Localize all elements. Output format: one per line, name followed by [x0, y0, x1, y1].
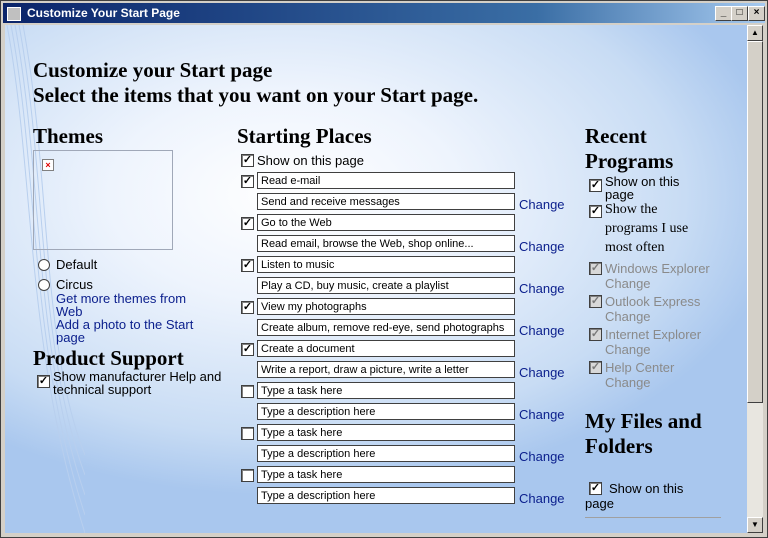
windows-explorer-change: Change: [605, 276, 651, 291]
section-divider: [585, 517, 721, 518]
recent-programs-heading-1: Recent: [585, 124, 647, 148]
recent-programs-label-2: programs I use: [605, 221, 689, 236]
task-4-change-link[interactable]: Change: [519, 323, 565, 338]
task-6-description[interactable]: Type a description here: [257, 403, 515, 420]
theme-default-label: Default: [56, 257, 98, 272]
task-7-change-link[interactable]: Change: [519, 449, 565, 464]
help-center-label: Help Center: [605, 360, 675, 375]
outlook-express-label: Outlook Express: [605, 294, 701, 309]
task-2-checkbox[interactable]: ✓: [242, 217, 253, 229]
recent-show-checkbox[interactable]: ✓: [590, 179, 601, 191]
windows-explorer-checkbox: ✓: [590, 262, 601, 274]
task-4-checkbox[interactable]: ✓: [242, 301, 253, 313]
help-center-change: Change: [605, 375, 651, 390]
task-4-description[interactable]: Create album, remove red-eye, send photographs: [257, 319, 515, 336]
starting-places-show-label: Show on this page: [257, 153, 364, 168]
task-8-description[interactable]: Type a description here: [257, 487, 515, 504]
internet-explorer-change: Change: [605, 342, 651, 357]
task-8-change-link[interactable]: Change: [519, 491, 565, 506]
scroll-down-icon[interactable]: ▼: [747, 517, 763, 533]
task-1-input[interactable]: Read e-mail: [257, 172, 515, 189]
manufacturer-help-checkbox[interactable]: ✓: [38, 375, 49, 387]
task-8-checkbox[interactable]: [241, 469, 254, 482]
my-files-show-label-2: page: [585, 496, 614, 511]
task-2-input[interactable]: Go to the Web: [257, 214, 515, 231]
task-3-checkbox[interactable]: ✓: [242, 259, 253, 271]
task-6-change-link[interactable]: Change: [519, 407, 565, 422]
scroll-up-icon[interactable]: ▲: [747, 25, 763, 41]
task-8-input[interactable]: Type a task here: [257, 466, 515, 483]
task-7-input[interactable]: Type a task here: [257, 424, 515, 441]
task-3-input[interactable]: Listen to music: [257, 256, 515, 273]
minimize-button[interactable]: _: [715, 6, 732, 21]
window-title: Customize Your Start Page: [27, 6, 180, 20]
broken-image-icon: ×: [42, 159, 54, 171]
outlook-express-change: Change: [605, 309, 651, 324]
help-center-checkbox: ✓: [590, 361, 601, 373]
get-more-themes-link[interactable]: Get more themes from Web: [56, 291, 187, 319]
task-7-checkbox[interactable]: [241, 427, 254, 440]
task-3-change-link[interactable]: Change: [519, 281, 565, 296]
my-files-heading-1: My Files and: [585, 409, 702, 433]
themes-heading: Themes: [33, 124, 103, 148]
vertical-scrollbar[interactable]: [747, 25, 763, 533]
starting-places-show-checkbox[interactable]: ✓: [242, 154, 253, 166]
outlook-express-checkbox: ✓: [590, 295, 601, 307]
maximize-button[interactable]: □: [731, 6, 748, 21]
task-1-change-link[interactable]: Change: [519, 197, 565, 212]
my-files-show-checkbox[interactable]: ✓: [590, 482, 601, 494]
recent-show-label-2: page: [605, 187, 634, 202]
task-5-change-link[interactable]: Change: [519, 365, 565, 380]
task-5-input[interactable]: Create a document: [257, 340, 515, 357]
close-button[interactable]: ×: [748, 6, 765, 21]
theme-default-radio[interactable]: [38, 259, 50, 271]
page-title: Customize your Start page: [33, 58, 273, 82]
task-1-checkbox[interactable]: ✓: [242, 175, 253, 187]
my-files-heading-2: Folders: [585, 434, 653, 458]
task-2-change-link[interactable]: Change: [519, 239, 565, 254]
task-7-description[interactable]: Type a description here: [257, 445, 515, 462]
internet-explorer-label: Internet Explorer: [605, 327, 702, 342]
theme-circus-radio[interactable]: [38, 279, 50, 291]
product-support-heading: Product Support: [33, 346, 184, 370]
scrollbar-thumb[interactable]: [747, 41, 763, 403]
recent-programs-heading-2: Programs: [585, 149, 674, 173]
task-4-input[interactable]: View my photographs: [257, 298, 515, 315]
task-5-description[interactable]: Write a report, draw a picture, write a letter: [257, 361, 515, 378]
start-page-content: [5, 25, 747, 533]
task-1-description[interactable]: Send and receive messages: [257, 193, 515, 210]
my-files-show-label-1: Show on this: [609, 481, 684, 496]
theme-circus-label: Circus: [56, 277, 93, 292]
app-icon: [7, 7, 21, 21]
title-bar: [3, 3, 765, 23]
recent-programs-label-1: Show the: [605, 202, 658, 217]
page-subtitle: Select the items that you want on your Start page.: [33, 83, 479, 107]
recent-programs-label-3: most often: [605, 240, 665, 255]
task-3-description[interactable]: Play a CD, buy music, create a playlist: [257, 277, 515, 294]
manufacturer-help-label: Show manufacturer Help and technical support: [53, 369, 222, 397]
internet-explorer-checkbox: ✓: [590, 328, 601, 340]
theme-preview: [33, 150, 173, 250]
task-6-checkbox[interactable]: [241, 385, 254, 398]
task-5-checkbox[interactable]: ✓: [242, 343, 253, 355]
recent-programs-checkbox[interactable]: ✓: [590, 205, 601, 217]
starting-places-heading: Starting Places: [237, 124, 372, 148]
add-photo-link[interactable]: Add a photo to the Start page: [56, 317, 194, 345]
recent-show-label-1: Show on this: [605, 174, 680, 189]
task-2-description[interactable]: Read email, browse the Web, shop online...: [257, 235, 515, 252]
task-6-input[interactable]: Type a task here: [257, 382, 515, 399]
windows-explorer-label: Windows Explorer: [605, 261, 710, 276]
